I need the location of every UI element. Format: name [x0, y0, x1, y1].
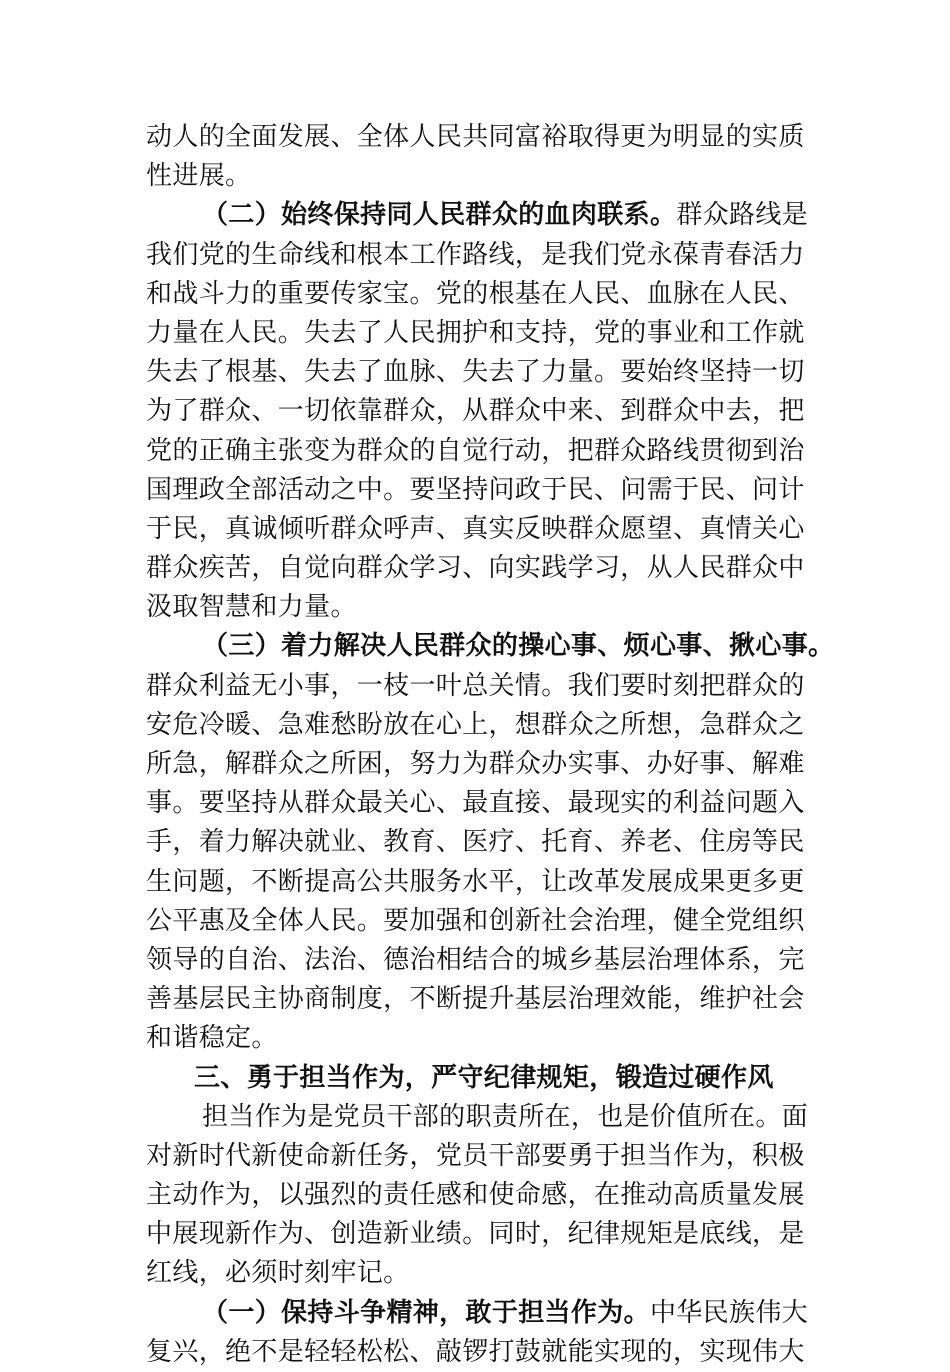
text-line: 红线，必须时刻牢记。	[146, 1258, 410, 1289]
text-line: 手，着力解决就业、教育、医疗、托育、养老、住房等民	[146, 827, 805, 858]
document-body	[146, 118, 835, 1372]
text-line: 生问题，不断提高公共服务水平，让改革发展成果更多更	[146, 866, 805, 897]
text-line: 公平惠及全体人民。要加强和创新社会治理，健全党组织	[146, 905, 805, 936]
text-line: 党的正确主张变为群众的自觉行动，把群众路线贯彻到治	[146, 435, 805, 466]
text-line: 为了群众、一切依靠群众，从群众中来、到群众中去，把	[146, 396, 805, 427]
text-line: 群众利益无小事，一枝一叶总关情。我们要时刻把群众的	[146, 670, 805, 701]
text-line: 和战斗力的重要传家宝。党的根基在人民、血脉在人民、	[146, 278, 805, 309]
text-line: 性进展。	[146, 161, 252, 192]
subsection-title: （一）保持斗争精神，敢于担当作为。	[202, 1297, 650, 1328]
text-line: 主动作为，以强烈的责任感和使命感，在推动高质量发展	[146, 1180, 805, 1211]
text-line: 所急，解群众之所困，努力为群众办实事、办好事、解难	[146, 749, 805, 779]
subsection-line-1	[146, 1294, 808, 1333]
text-line: 领导的自治、法治、德治相结合的城乡基层治理体系，完	[146, 944, 805, 975]
text-line: 对新时代新使命新任务，党员干部要勇于担当作为，积极	[146, 1140, 805, 1171]
subsection-title: （二）始终保持同人民群众的血肉联系。	[202, 200, 677, 231]
text-line: 群众疾苦，自觉向群众学习、向实践学习，从人民群众中	[146, 553, 805, 584]
subsection-line-2	[146, 196, 808, 235]
text-line: 国理政全部活动之中。要坚持问政于民、问需于民、问计	[146, 474, 805, 505]
text-line: 于民，真诚倾听群众呼声、真实反映群众愿望、真情关心	[146, 513, 805, 544]
text-line: 中展现新作为、创造新业绩。同时，纪律规矩是底线，是	[146, 1219, 805, 1250]
text-line: 担当作为是党员干部的职责所在，也是价值所在。面	[202, 1101, 809, 1132]
text-run: 中华民族伟大	[649, 1297, 809, 1328]
text-line: 动人的全面发展、全体人民共同富裕取得更为明显的实质	[146, 122, 805, 152]
section-heading: 三、勇于担当作为，严守纪律规矩，锻造过硬作风	[194, 1062, 774, 1093]
text-line: 力量在人民。失去了人民拥护和支持，党的事业和工作就	[146, 317, 805, 348]
subsection-line-3	[146, 627, 835, 666]
text-line: 和谐稳定。	[146, 1023, 278, 1054]
text-line: 事。要坚持从群众最关心、最直接、最现实的利益问题入	[146, 788, 805, 819]
text-line: 善基层民主协商制度，不断提升基层治理效能，维护社会	[146, 984, 805, 1015]
text-line: 我们党的生命线和根本工作路线，是我们党永葆青春活力	[146, 239, 805, 270]
text-line: 汲取智慧和力量。	[146, 592, 357, 623]
text-line: 失去了根基、失去了血脉、失去了力量。要始终坚持一切	[146, 357, 805, 388]
text-line: 复兴，绝不是轻轻松松、敲锣打鼓就能实现的，实现伟大	[146, 1336, 805, 1367]
text-run: 群众路线是	[676, 200, 809, 231]
text-line: 安危冷暖、急难愁盼放在心上，想群众之所想，急群众之	[146, 709, 805, 740]
subsection-title: （三）着力解决人民群众的操心事、烦心事、揪心事。	[202, 631, 835, 662]
